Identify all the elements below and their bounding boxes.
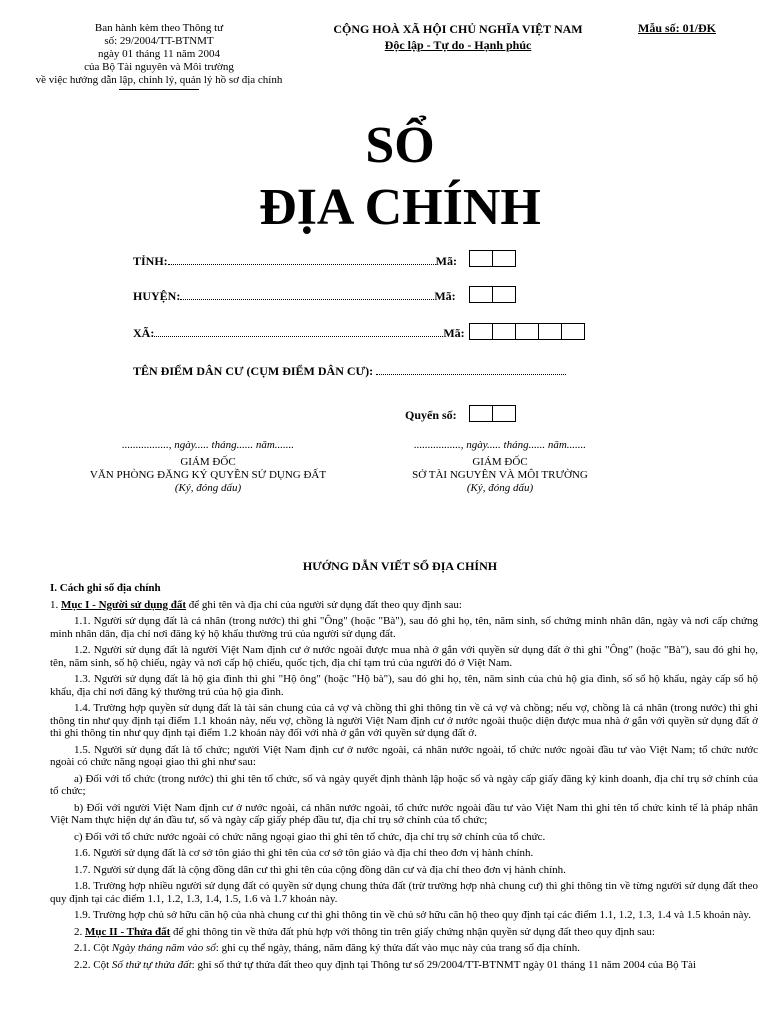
title-line-1: SỔ [365, 117, 435, 174]
signature-right-org: SỞ TÀI NGUYÊN VÀ MÔI TRƯỜNG [412, 469, 588, 481]
district-field [133, 289, 456, 304]
district-code-label: Mã: [434, 289, 456, 303]
issuing-line: số: 29/2004/TT-BTNMT [104, 35, 214, 47]
header-divider [119, 89, 199, 90]
guide-paragraph: a) Đối với tổ chức (trong nước) thì ghi tên tổ chức, số và ngày quyết định thành lập hoặc số và ngày cấp giấy đăng ký kinh doanh, địa chỉ trụ sở chính của tổ chức; [50, 772, 758, 797]
code-box[interactable] [538, 323, 562, 340]
guide-paragraph: 1.3. Người sử dụng đất là hộ gia đình thì ghi "Hộ ông" (hoặc "Hộ bà"), sau đó ghi họ, tên, năm sinh của chủ hộ gia đình, số sổ hộ khẩu, ngày cấp sổ hộ khẩu, địa chỉ nơi đăng ký thường trú của hộ gia đình. [50, 673, 758, 698]
guide-paragraph [50, 599, 758, 612]
form-code: Mẫu số: 01/ĐK [638, 21, 716, 35]
code-box[interactable] [469, 286, 493, 303]
residential-point-blank[interactable] [376, 365, 566, 375]
guide-paragraph: 1.6. Người sử dụng đất là cơ sở tôn giáo thì ghi tên của cơ sở tôn giáo và địa chỉ theo đơn vị hành chính. [74, 847, 534, 859]
national-motto: Độc lập - Tự do - Hạnh phúc [384, 38, 532, 52]
guide-paragraph [50, 942, 758, 955]
code-box[interactable] [492, 286, 516, 303]
paragraph-number: 2.1. Cột [74, 942, 112, 954]
section-label: Mục I - Người sử dụng đất [61, 598, 187, 611]
paragraph-number: 1. [50, 598, 61, 611]
signature-note: (Ký, đóng dấu) [174, 482, 242, 494]
code-box[interactable] [492, 323, 516, 340]
code-box[interactable] [492, 250, 516, 267]
guide-paragraph: 1.5. Người sử dụng đất là tổ chức; người Việt Nam định cư ở nước ngoài, cá nhân nước ngoài, tổ chức nước ngoài đầu tư vào Việt Nam; tổ chức nước ngoài có chức năng ngoại giao thì ghi như sau: [50, 743, 758, 768]
province-blank[interactable] [168, 255, 436, 265]
district-label: HUYỆN: [133, 289, 181, 303]
commune-code-boxes[interactable] [470, 323, 585, 340]
issuing-line: ngày 01 tháng 11 năm 2004 [97, 48, 221, 60]
volume-number-label: Quyển số: [405, 408, 457, 422]
title-line-2: ĐỊA CHÍNH [259, 179, 541, 236]
province-code-label: Mã: [435, 254, 457, 268]
issuing-line: của Bộ Tài nguyên và Môi trường [84, 61, 234, 73]
section-label: Mục II - Thửa đất [85, 925, 171, 938]
commune-label: XÃ: [133, 326, 155, 340]
column-label: Ngày tháng năm vào sổ [111, 942, 216, 954]
volume-number-boxes[interactable] [470, 405, 516, 422]
guide-title: HƯỚNG DẪN VIẾT SỔ ĐỊA CHÍNH [302, 559, 498, 573]
issuing-line: Ban hành kèm theo Thông tư [94, 22, 224, 34]
signature-right-title: GIÁM ĐỐC [472, 456, 528, 468]
paragraph-text: để ghi thông tin về thửa đất phù hợp với thông tin trên giấy chứng nhận quyền sử dụng đất theo quy định sau: [170, 925, 655, 938]
column-label: Số thứ tự thửa đất [111, 958, 192, 971]
signature-left [78, 439, 338, 495]
signature-date-line: ................., ngày..... tháng...... năm....... [121, 439, 295, 451]
guide-paragraph: 1.1. Người sử dụng đất là cá nhân (trong nước) thì ghi "Ông" (hoặc "Bà"), sau đó ghi họ, tên, năm sinh, số chứng minh nhân dân, ngày và nơi cấp chứng minh nhân dân, địa chỉ nơi đăng ký hộ khẩu thường trú của người sử dụng đất. [50, 615, 758, 640]
guide-paragraph: 1.8. Trường hợp nhiều người sử dụng đất có quyền sử dụng chung thửa đất (trừ trường hợp nhà chung cư) thì ghi thông tin về từng người sử dụng đất theo quy định tại các điểm 1.1, 1.2, 1.3, 1.4, 1.5, 1.6 và 1.7 khoản này. [50, 880, 758, 905]
province-field [133, 254, 457, 269]
code-box[interactable] [469, 405, 493, 422]
guide-paragraph [50, 926, 758, 939]
guide-paragraph: c) Đối với tổ chức nước ngoài có chức năng ngoại giao thì ghi tên tổ chức, địa chỉ trụ sở chính của tổ chức. [74, 830, 546, 843]
issuing-note [14, 22, 304, 90]
province-label: TỈNH: [133, 254, 168, 268]
guide-body [50, 582, 758, 975]
guide-paragraph: b) Đối với người Việt Nam định cư ở nước ngoài, cá nhân nước ngoài, tổ chức nước ngoài đầu tư vào Việt Nam thì ghi tên tổ chức kinh tế là pháp nhân Việt Nam thực hiện dự án đầu tư, số và ngày cấp giấy phép đầu tư, địa chỉ trụ sở chính của tổ chức; [50, 801, 758, 826]
guide-paragraph [50, 959, 758, 972]
code-box[interactable] [469, 323, 493, 340]
province-code-boxes[interactable] [470, 250, 516, 267]
code-box[interactable] [561, 323, 585, 340]
paragraph-text: : ghi cụ thể ngày, tháng, năm đăng ký thửa đất vào mục này của trang sổ địa chính. [215, 942, 580, 954]
paragraph-number: 2.2. Cột [74, 958, 112, 971]
signature-left-title: GIÁM ĐỐC [180, 456, 236, 468]
guide-paragraph: 1.9. Trường hợp chủ sở hữu căn hộ của nhà chung cư thì ghi thông tin về chủ sở hữu căn hộ theo quy định tại các điểm 1.1, 1.2, 1.3, 1.4 và 1.5 khoản này. [74, 909, 751, 921]
paragraph-number: 2. [74, 925, 85, 938]
commune-code-label: Mã: [443, 326, 465, 340]
paragraph-text: để ghi tên và địa chỉ của người sử dụng đất theo quy định sau: [186, 598, 462, 611]
national-heading [316, 21, 600, 53]
guide-paragraph: 1.7. Người sử dụng đất là cộng đồng dân cư thì ghi tên của cộng đồng dân cư và địa chỉ theo đơn vị hành chính. [74, 863, 566, 876]
residential-point-label: TÊN ĐIỂM DÂN CƯ (CỤM ĐIỂM DÂN CƯ): [133, 364, 374, 378]
paragraph-text: : ghi số thứ tự thửa đất theo quy định tại Thông tư số 29/2004/TT-BTNMT ngày 01 tháng 11 năm 2004 của Bộ Tài [191, 958, 696, 971]
code-box[interactable] [469, 250, 493, 267]
code-box[interactable] [492, 405, 516, 422]
district-code-boxes[interactable] [470, 286, 516, 303]
section-heading: I. Cách ghi sổ địa chính [50, 582, 161, 594]
signature-right [370, 439, 630, 495]
commune-field [133, 326, 465, 341]
signature-left-org: VĂN PHÒNG ĐĂNG KÝ QUYỀN SỬ DỤNG ĐẤT [89, 469, 327, 481]
signature-note: (Ký, đóng dấu) [466, 482, 534, 494]
guide-paragraph: 1.4. Trường hợp quyền sử dụng đất là tài sản chung của cả vợ và chồng thì ghi thông tin về cả vợ và chồng; nếu vợ, chồng là cá nhân (trong nước) thì ghi thông tin như quy định tại điểm 1.1 khoản này, nếu vợ, chồng là người Việt Nam định cư ở nước ngoài thuộc diện được mua nhà ở gắn với quyền sử dụng đất ở thì ghi thông tin như quy định tại điểm 1.2 khoản này đối với nhà ở gắn với quyền sử dụng đất ở. [50, 702, 758, 739]
district-blank[interactable] [180, 290, 434, 300]
national-name: CỘNG HOÀ XÃ HỘI CHỦ NGHĨA VIỆT NAM [333, 22, 583, 36]
signature-date-line: ................., ngày..... tháng...... năm....... [413, 439, 587, 451]
commune-blank[interactable] [154, 327, 443, 337]
issuing-line: về việc hướng dẫn lập, chỉnh lý, quản lý hồ sơ địa chính [35, 74, 283, 86]
guide-paragraph: 1.2. Người sử dụng đất là người Việt Nam định cư ở nước ngoài được mua nhà ở gắn với quyền sử dụng đất ở thì ghi "Ông" (hoặc "Bà"), sau đó ghi họ, tên, năm sinh, số hộ chiếu, ngày và nơi cấp hộ chiếu, quốc tịch, địa chỉ tạm trú của người đó ở Việt Nam. [50, 644, 758, 669]
code-box[interactable] [515, 323, 539, 340]
residential-point-field [133, 364, 566, 379]
